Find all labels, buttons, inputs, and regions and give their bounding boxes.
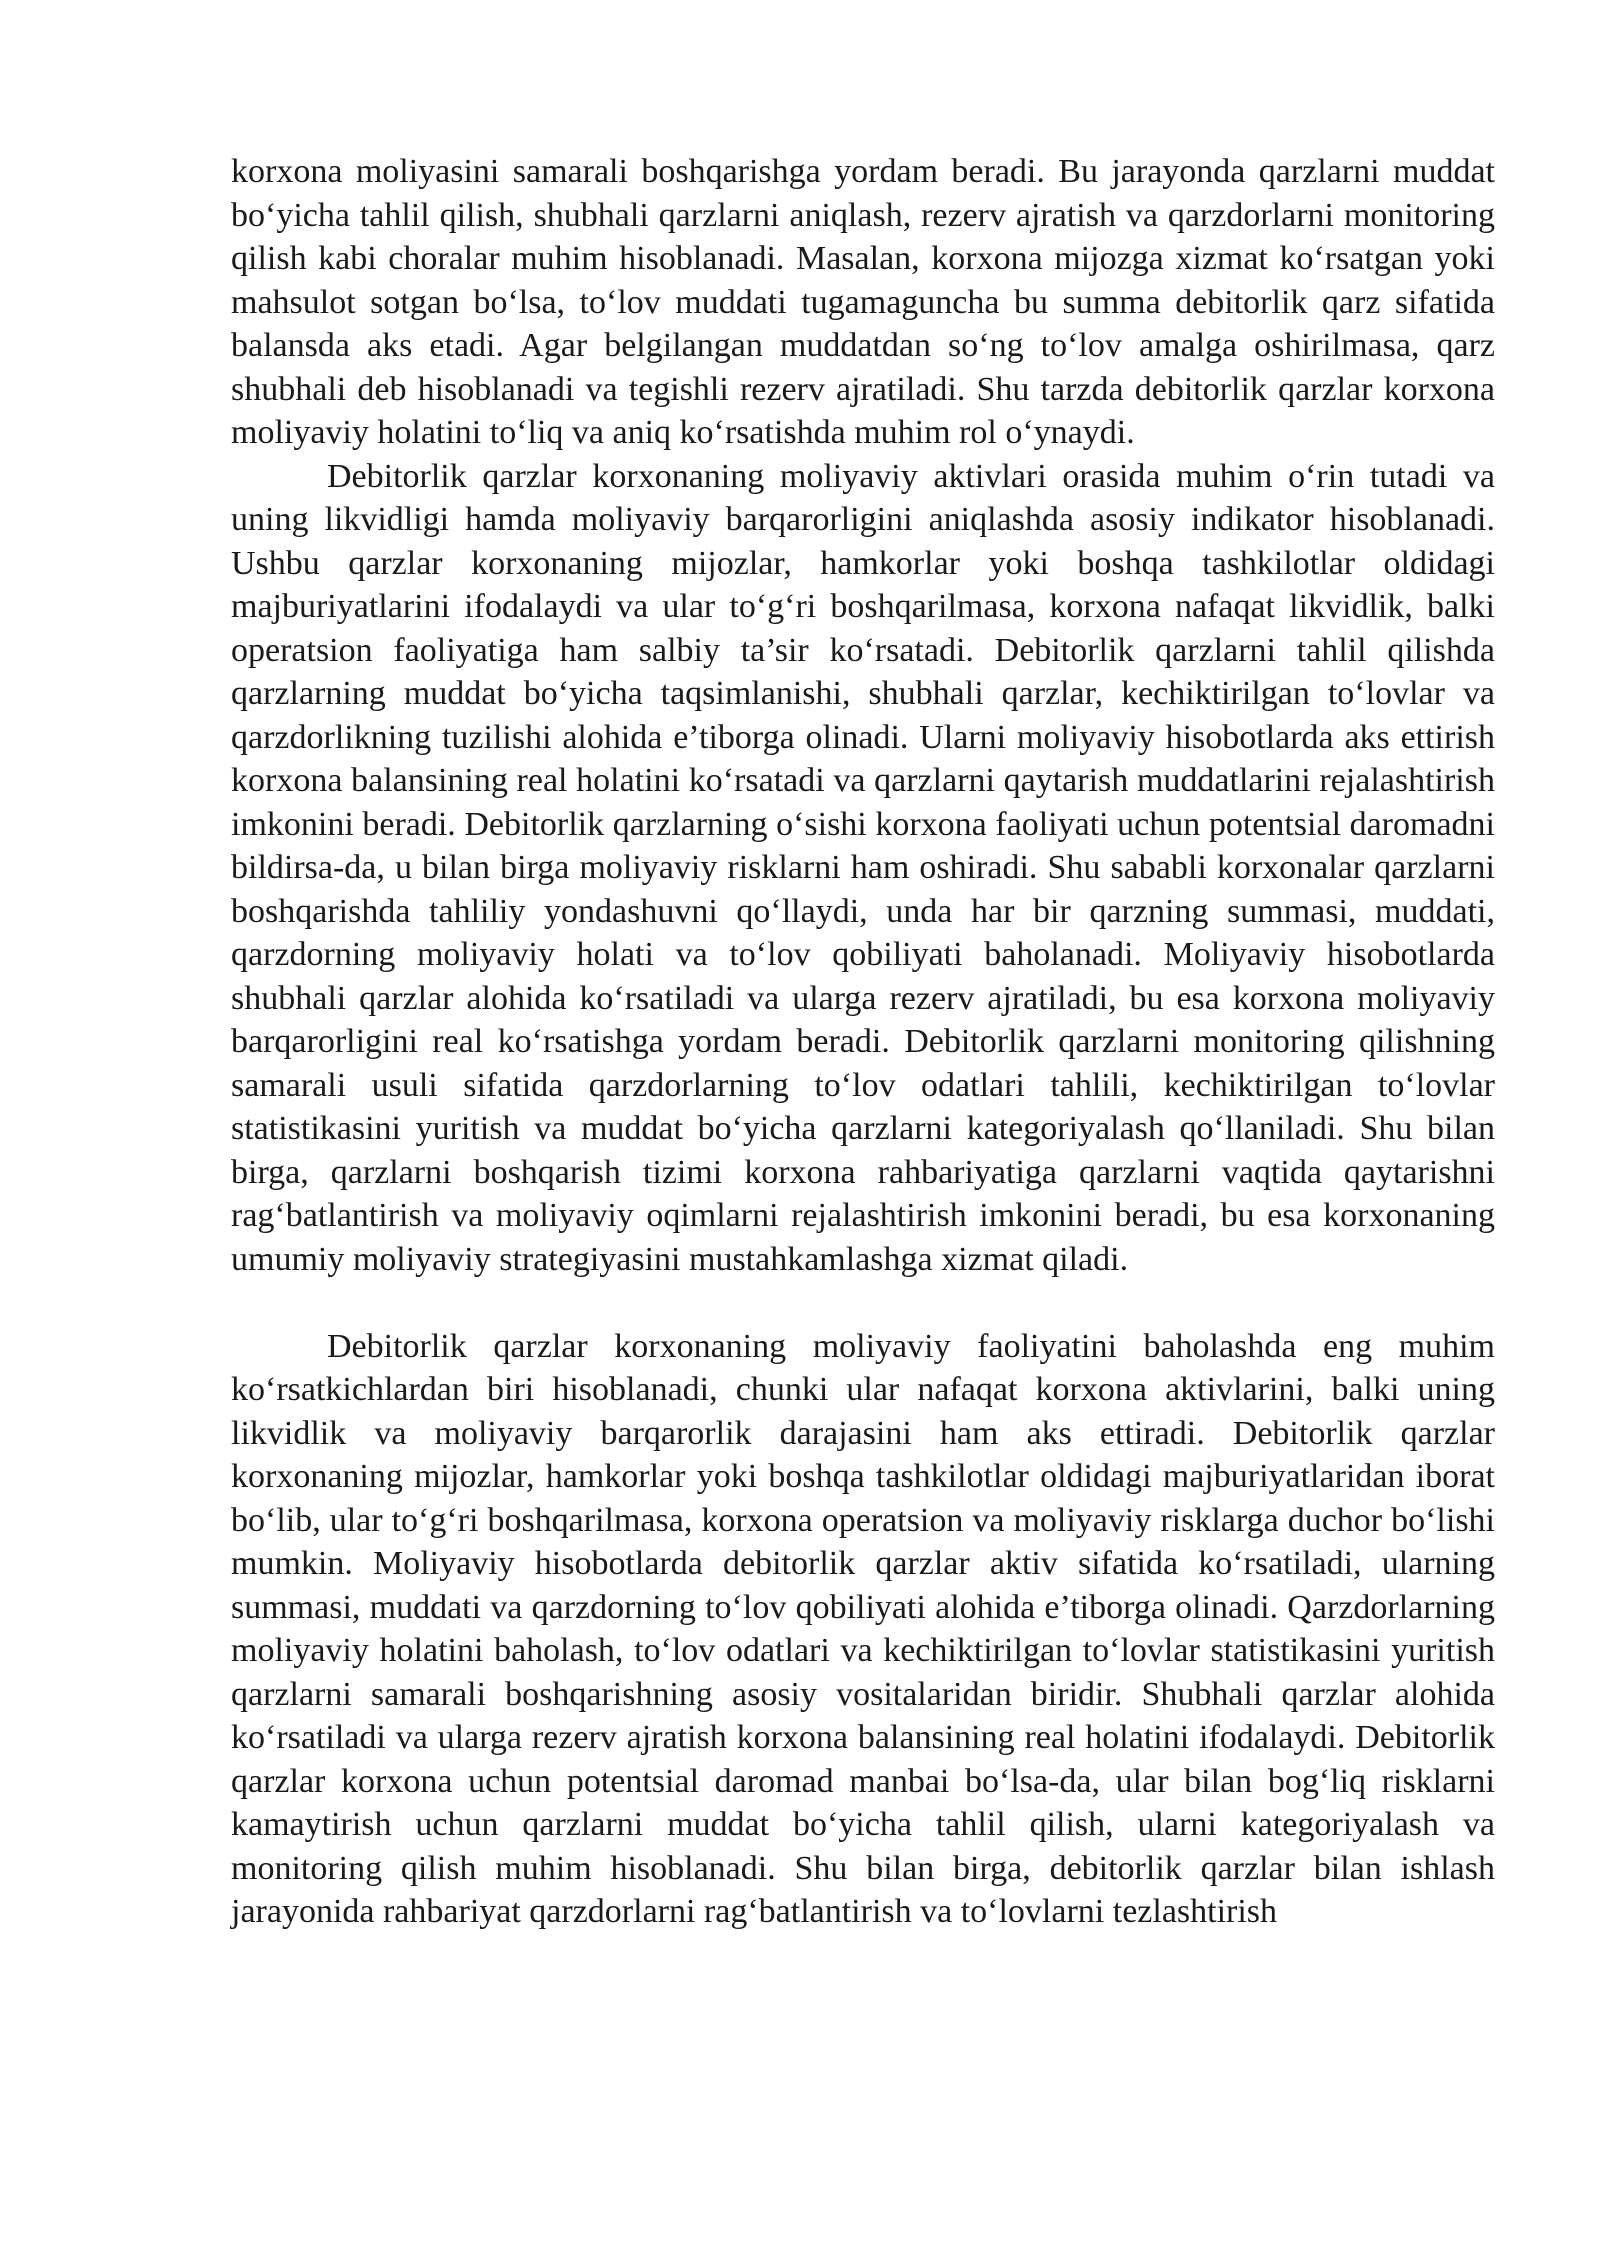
paragraph-continuation: korxona moliyasini samarali boshqarishga yordam beradi. Bu jarayonda qarzlarni muddat bo‘yicha tahlil qilish, shubhali qarzlarni aniqlash, rezerv ajratish va qarzdorlarni monitoring qilish kabi choralar muhim hisoblanadi. Masalan, korxona mijozga xizmat ko‘rsatgan yoki mahsulot sotgan bo‘lsa, to‘lov muddati tugamaguncha bu summa debitorlik qarz sifatida balansda aks etadi. Agar belgilangan muddatdan so‘ng to‘lov amalga oshirilmasa, qarz shubhali deb hisoblanadi va tegishli rezerv ajratiladi. Shu tarzda debitorlik qarzlar korxona moliyaviy holatini to‘liq va aniq ko‘rsatishda muhim rol o‘ynaydi. (231, 153, 1495, 451)
paragraph: Debitorlik qarzlar korxonaning moliyaviy aktivlari orasida muhim o‘rin tutadi va uning likvidligi hamda moliyaviy barqarorligini aniqlashda asosiy indikator hisoblanadi. Ushbu qarzlar korxonaning mijozlar, hamkorlar yoki boshqa tashkilotlar oldidagi majburiyatlarini ifodalaydi va ular to‘g‘ri boshqarilmasa, korxona nafaqat likvidlik, balki operatsion faoliyatiga ham salbiy ta’sir ko‘rsatadi. Debitorlik qarzlarni tahlil qilishda qarzlarning muddat bo‘yicha taqsimlanishi, shubhali qarzlar, kechiktirilgan to‘lovlar va qarzdorlikning tuzilishi alohida e’tiborga olinadi. Ularni moliyaviy hisobotlarda aks ettirish korxona balansining real holatini ko‘rsatadi va qarzlarni qaytarish muddatlarini rejalashtirish imkonini beradi. Debitorlik qarzlarning o‘sishi korxona faoliyati uchun potentsial daromadni bildirsa-da, u bilan birga moliyaviy risklarni ham oshiradi. Shu sababli korxonalar qarzlarni boshqarishda tahliliy yondashuvni qo‘llaydi, unda har bir qarzning summasi, muddati, qarzdorning moliyaviy holati va to‘lov qobiliyati baholanadi. Moliyaviy hisobotlarda shubhali qarzlar alohida ko‘rsatiladi va ularga rezerv ajratiladi, bu esa korxona moliyaviy barqarorligini real ko‘rsatishga yordam beradi. Debitorlik qarzlarni monitoring qilishning samarali usuli sifatida qarzdorlarning to‘lov odatlari tahlili, kechiktirilgan to‘lovlar statistikasini yuritish va muddat bo‘yicha qarzlarni kategoriyalash qo‘llaniladi. Shu bilan birga, qarzlarni boshqarish tizimi korxona rahbariyatiga qarzlarni vaqtida qaytarishni rag‘batlantirish va moliyaviy oqimlarni rejalashtirish imkonini beradi, bu esa korxonaning umumiy moliyaviy strategiyasini mustahkamlashga xizmat qiladi. (231, 457, 1495, 1278)
body-text (231, 150, 1495, 1934)
paragraph: Debitorlik qarzlar korxonaning moliyaviy faoliyatini baholashda eng muhim ko‘rsatkichlardan biri hisoblanadi, chunki ular nafaqat korxona aktivlarini, balki uning likvidlik va moliyaviy barqarorlik darajasini ham aks ettiradi. Debitorlik qarzlar korxonaning mijozlar, hamkorlar yoki boshqa tashkilotlar oldidagi majburiyatlaridan iborat bo‘lib, ular to‘g‘ri boshqarilmasa, korxona operatsion va moliyaviy risklarga duchor bo‘lishi mumkin. Moliyaviy hisobotlarda debitorlik qarzlar aktiv sifatida ko‘rsatiladi, ularning summasi, muddati va qarzdorning to‘lov qobiliyati alohida e’tiborga olinadi. Qarzdorlarning moliyaviy holatini baholash, to‘lov odatlari va kechiktirilgan to‘lovlar statistikasini yuritish qarzlarni samarali boshqarishning asosiy vositalaridan biridir. Shubhali qarzlar alohida ko‘rsatiladi va ularga rezerv ajratish korxona balansining real holatini ifodalaydi. Debitorlik qarzlar korxona uchun potentsial daromad manbai bo‘lsa-da, ular bilan bog‘liq risklarni kamaytirish uchun qarzlarni muddat bo‘yicha tahlil qilish, ularni kategoriyalash va monitoring qilish muhim hisoblanadi. Shu bilan birga, debitorlik qarzlar bilan ishlash jarayonida rahbariyat qarzdorlarni rag‘batlantirish va to‘lovlarni tezlashtirish (231, 1327, 1495, 1930)
